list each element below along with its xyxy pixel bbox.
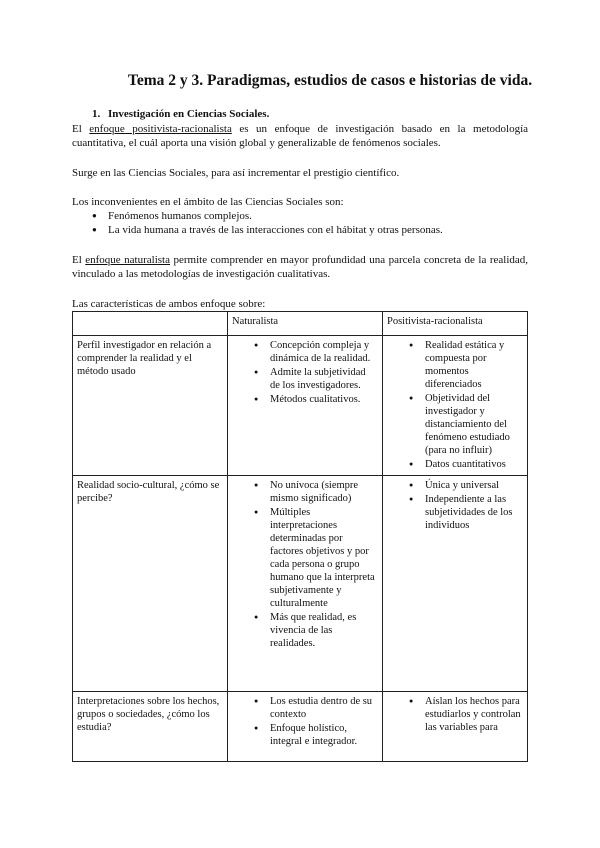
table-header-cell: Positivista-racionalista [383, 312, 528, 336]
comparison-table [72, 311, 528, 762]
naturalista-cell [228, 336, 383, 476]
list-item: ● Concepción compleja y dinámica de la realidad. [232, 339, 378, 365]
list-item: ● Datos cuantitativos [387, 458, 523, 471]
list-item: ● Independiente a las subjetividades de los individuos [387, 493, 523, 532]
paragraph-inconvenientes: Los inconvenientes en el ámbito de las Ciencias Sociales son: [72, 196, 344, 208]
term-naturalista: enfoque naturalista [85, 254, 170, 266]
table-header-cell: Naturalista [228, 312, 383, 336]
list-item: ● Realidad estática y compuesta por momentos diferenciados [387, 339, 523, 391]
inconvenientes-list [92, 209, 443, 237]
table-row [73, 692, 528, 762]
list-item: ● Métodos cualitativos. [232, 393, 378, 406]
list-item: ● No unívoca (siempre mismo significado) [232, 479, 378, 505]
list-item: ● Única y universal [387, 479, 523, 492]
paragraph-surge: Surge en las Ciencias Sociales, para así incrementar el prestigio científico. [72, 167, 400, 179]
table-header-cell [73, 312, 228, 336]
section-heading-text: Investigación en Ciencias Sociales. [108, 108, 270, 120]
positivista-cell [383, 692, 528, 762]
term-positivista: enfoque positivista-racionalista [89, 123, 232, 135]
list-item: ● Objetividad del investigador y distanciamiento del fenómeno estudiado (para no influir) [387, 392, 523, 457]
row-label: Realidad socio-cultural, ¿cómo se percibe? [73, 476, 228, 692]
table-header-row [73, 312, 528, 336]
table-row [73, 336, 528, 476]
list-item: ● Enfoque holístico, integral e integrador. [232, 722, 378, 748]
paragraph-text: permite comprender en mayor profundidad una parcela concreta de la realidad, vinculado a las metodologías de investigación cualitativas. [72, 254, 529, 280]
paragraph-text: El [72, 123, 90, 135]
table-row [73, 476, 528, 692]
list-item: ● Fenómenos humanos complejos. [92, 209, 443, 223]
positivista-cell [383, 336, 528, 476]
naturalista-cell [228, 476, 383, 692]
paragraph-text: es un enfoque de investigación basado en la metodología cuantitativa, el cuál aporta una visión global y generalizable de fenómenos sociales. [72, 123, 529, 149]
paragraph-caracteristicas: Las características de ambos enfoque sobre: [72, 298, 266, 310]
section-heading [92, 108, 269, 120]
list-item: ● Los estudia dentro de su contexto [232, 695, 378, 721]
list-item: ● La vida humana a través de las interacciones con el hábitat y otras personas. [92, 223, 443, 237]
paragraph-naturalista [72, 253, 528, 281]
list-item: ● Admite la subjetividad de los investigadores. [232, 366, 378, 392]
row-label: Interpretaciones sobre los hechos, grupos o sociedades, ¿cómo los estudia? [73, 692, 228, 762]
paragraph-text: El [72, 254, 86, 266]
document-title: Tema 2 y 3. Paradigmas, estudios de casos e historias de vida. [127, 72, 533, 89]
list-item: ● Aíslan los hechos para estudiarlos y controlan las variables para [387, 695, 523, 734]
list-item: ● Más que realidad, es vivencia de las realidades. [232, 611, 378, 650]
naturalista-cell [228, 692, 383, 762]
section-number: 1. [92, 108, 101, 120]
row-label: Perfil investigador en relación a comprender la realidad y el método usado [73, 336, 228, 476]
positivista-cell [383, 476, 528, 692]
list-item: ● Múltiples interpretaciones determinadas por factores objetivos y por cada persona o grupo humano que la interpreta subjetivamente y culturalmente [232, 506, 378, 610]
paragraph-positivista [72, 122, 528, 150]
